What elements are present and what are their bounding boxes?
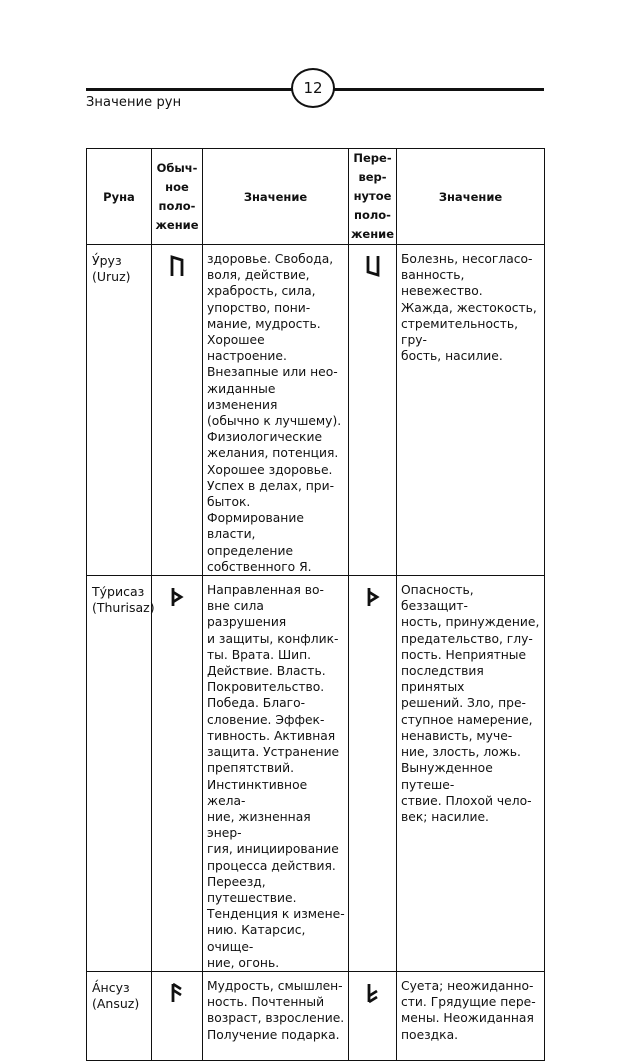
header-reversed-meaning: Значение bbox=[397, 149, 545, 245]
rune-name: А́нсуз bbox=[92, 979, 130, 995]
rune-latin-name: (Ansuz) bbox=[92, 995, 140, 1011]
rune-name: Ту́рисаз bbox=[92, 584, 145, 600]
table-row bbox=[87, 576, 545, 972]
meaning-cell: Мудрость, смышлен- ность. Почтенный возраст, взросление. Получение подарка. bbox=[203, 971, 349, 1060]
table-row bbox=[87, 245, 545, 576]
header-normal-position: Обыч- ное поло- жение bbox=[152, 149, 203, 245]
running-title: Значение рун bbox=[86, 95, 182, 110]
thurisaz-rune-icon bbox=[169, 586, 185, 608]
runes-table bbox=[86, 148, 545, 1061]
page-number: 12 bbox=[291, 68, 335, 108]
table-row bbox=[87, 971, 545, 1060]
rune-normal-cell bbox=[152, 971, 203, 1060]
rune-name: У́руз bbox=[92, 253, 122, 268]
meaning-cell: здоровье. Свобода, воля, действие, храбрость, сила, упорство, пони- мание, мудрость. Хорошее настроение. Внезапные или нео- жиданные изменения (обычно к лучшему). Физиологические желания, потенция. Хорошее здоровье. Успех в делах, при- быток. Формирование власти, определение собственного Я. bbox=[203, 245, 349, 576]
header-reversed-position: Пере- вер- нутое поло- жение bbox=[349, 149, 397, 245]
reversed-meaning-cell: Опасность, беззащит- ность, принуждение, предательство, глу- пость. Неприятные последствия принятых решений. Зло, пре- ступное намерение, ненависть, муче- ние, злость, ложь. Вынужденное путеше- ствие. Плохой чело- век; насилие. bbox=[397, 576, 545, 972]
uruz-rune-icon bbox=[169, 255, 185, 277]
rune-name-cell bbox=[87, 576, 155, 972]
header-rune: Руна bbox=[87, 149, 152, 245]
rune-latin-name: (Uruz) bbox=[92, 269, 131, 284]
header-meaning: Значение bbox=[203, 149, 349, 245]
uruz-reversed-rune-icon bbox=[365, 255, 381, 277]
rune-name-cell bbox=[87, 971, 152, 1060]
rune-name-cell bbox=[87, 245, 152, 576]
ansuz-rune-icon bbox=[169, 982, 185, 1004]
rune-reversed-cell bbox=[349, 245, 397, 576]
reversed-meaning-cell: Суета; неожиданно- сти. Грядущие пере- мены. Неожиданная поездка. bbox=[397, 971, 545, 1060]
ansuz-reversed-rune-icon bbox=[365, 982, 381, 1004]
meaning-cell: Направленная во- вне сила разрушения и защиты, конфлик- ты. Врата. Шип. Действие. Власть. Покровительство. Победа. Благо- словение. Эффек- тивность. Активная защита. Устранение препятствий. Инстинктивное жела- ние, жизненная энер- гия, инициирование процесса действия. Переезд, путешествие. Тенденция к измене- нию. Катарсис, очище- ние, огонь. bbox=[203, 576, 349, 972]
thurisaz-reversed-rune-icon bbox=[365, 586, 381, 608]
rune-reversed-cell bbox=[349, 971, 397, 1060]
rune-normal-cell bbox=[152, 245, 203, 576]
reversed-meaning-cell: Болезнь, несогласо- ванность, невежество. Жажда, жестокость, стремительность, гру- бость, насилие. bbox=[397, 245, 545, 576]
table-header-row bbox=[87, 149, 545, 245]
rune-normal-cell bbox=[152, 576, 203, 972]
rune-reversed-cell bbox=[349, 576, 397, 972]
rune-latin-name: (Thurisaz) bbox=[92, 600, 155, 616]
